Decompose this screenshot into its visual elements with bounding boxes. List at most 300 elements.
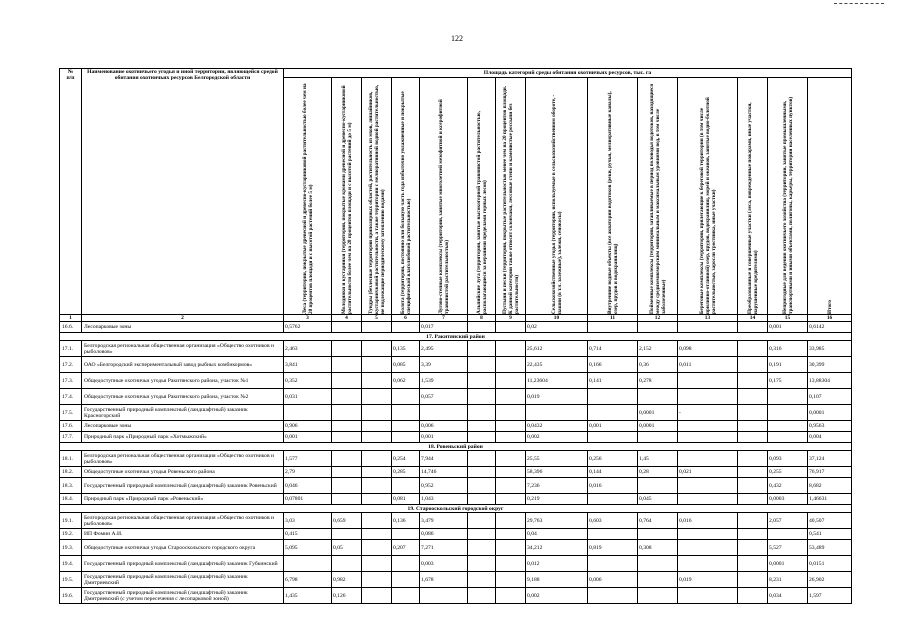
table-row [60,421,852,432]
row-value: 0,0001 [638,405,678,421]
row-value [468,357,496,373]
row-value: 0,062 [392,373,420,389]
row-value [638,529,678,540]
row-value: 0,031 [284,389,332,405]
row-number: 18.1. [60,451,82,467]
row-value [588,529,638,540]
row-value [678,451,738,467]
table-row [60,529,852,540]
row-value [392,432,420,443]
row-value: 2,463 [284,341,332,357]
row-value [496,373,526,389]
header-category [588,78,638,315]
row-value [468,341,496,357]
table-row [60,494,852,505]
header-category [468,78,496,315]
row-value: 2,79 [284,467,332,478]
row-number: 19.2. [60,529,82,540]
row-value: 1,577 [284,451,332,467]
row-value [678,529,738,540]
page-number: 122 [451,34,463,43]
row-value: 0,352 [284,373,332,389]
row-value [496,341,526,357]
table-row [60,556,852,572]
row-number: 19.3. [60,540,82,556]
row-value: 0,006 [588,572,638,588]
row-value [392,322,420,333]
column-number: 16 [808,315,852,322]
row-value: 0,28 [638,467,678,478]
row-value [468,513,496,529]
row-value [678,432,738,443]
row-value: 0,019 [678,572,738,588]
row-value: 0,093 [768,451,808,467]
row-value: 0,254 [392,451,420,467]
row-value: 0,126 [332,588,362,604]
row-value: 0,001 [420,432,468,443]
row-value [768,405,808,421]
table-row [60,467,852,478]
header-number: № п/п [60,69,82,315]
column-number: 14 [738,315,768,322]
row-value: 2,057 [768,513,808,529]
column-number: 1 [60,315,82,322]
row-value: 0,0151 [808,556,852,572]
row-value [738,357,768,373]
row-value [496,432,526,443]
row-value: 0,0432 [526,421,588,432]
row-value: 14,746 [420,467,468,478]
row-value [588,494,638,505]
header-category-label: Итого [826,300,833,314]
header-column-numbers [60,315,852,322]
row-value: 0,256 [588,451,638,467]
row-value: 0,175 [768,373,808,389]
row-value: 0,316 [768,341,808,357]
row-value: 0,6142 [808,322,852,333]
row-number: 18.2. [60,467,82,478]
row-value: 0,0001 [768,556,808,572]
row-value [638,588,678,604]
row-value [332,389,362,405]
header-category [678,78,738,315]
row-value: 0,166 [588,357,638,373]
section-row [60,333,852,341]
row-name: ОАО «Белгородский экспериментальный завод рыбных комбикормов» [82,357,284,373]
row-value [362,357,392,373]
row-value [496,389,526,405]
row-value [588,322,638,333]
table-row [60,373,852,389]
row-value [392,588,420,604]
row-value [468,572,496,588]
row-value [332,478,362,494]
row-value: 37,124 [808,451,852,467]
row-value [332,556,362,572]
row-value [496,513,526,529]
row-value [738,432,768,443]
row-value: 1,45 [638,451,678,467]
row-name: Общедоступные охотничьи угодья Старооскольского городского округа [82,540,284,556]
row-value: 40,507 [808,513,852,529]
row-value [468,373,496,389]
column-number: 4 [332,315,362,322]
row-number: 16.6. [60,322,82,333]
header-category [738,78,768,315]
table-row [60,322,852,333]
row-value [588,588,638,604]
row-value [638,478,678,494]
column-number: 7 [420,315,468,322]
row-value: 0,136 [392,513,420,529]
row-value: 0,952 [420,478,468,494]
row-name: Белгородская региональная общественная организация «Общество охотников и рыболовов» [82,513,284,529]
row-value [738,322,768,333]
row-value: 0,001 [768,322,808,333]
row-value [496,357,526,373]
row-value: 1,043 [420,494,468,505]
row-value: 0,5762 [284,322,332,333]
table-body [60,322,852,604]
row-value [496,556,526,572]
row-value [332,432,362,443]
row-value [468,588,496,604]
header-category-label: Пустыни и пески (территории, покрытые растительностью менее чем на 20 процентов площади. К данной категории также относят солончаки, лессовые степи и каменистые россыпи без растительности) [501,85,520,314]
row-value [362,513,392,529]
row-value [738,494,768,505]
column-number: 6 [392,315,420,322]
row-value [638,432,678,443]
row-value: 0,0003 [768,494,808,505]
row-value [362,572,392,588]
row-value [332,405,362,421]
row-name: Государственный природный комплексный (ландшафтный) заказник Дмитриевский [82,572,284,588]
table-row [60,432,852,443]
row-value: 5,527 [768,540,808,556]
row-value [362,322,392,333]
row-value [738,421,768,432]
row-value: 53,489 [808,540,852,556]
row-value: 13,88304 [808,373,852,389]
row-value: 11,23604 [526,373,588,389]
row-number: 19.5. [60,572,82,588]
header-category [420,78,468,315]
row-value: 0,05 [332,540,362,556]
row-value: 0,135 [392,341,420,357]
row-value [392,421,420,432]
row-value [332,357,362,373]
row-number: 17.2. [60,357,82,373]
row-value: 0,906 [284,421,332,432]
row-value: 1,539 [420,373,468,389]
row-number: 17.3. [60,373,82,389]
row-value [738,540,768,556]
header-category [496,78,526,315]
row-value: 0,04 [526,529,588,540]
row-value [468,421,496,432]
row-value [468,389,496,405]
row-value: 0,219 [526,494,588,505]
row-value [526,405,588,421]
row-value: 0,012 [526,556,588,572]
row-value: 0,081 [392,494,420,505]
row-value [468,322,496,333]
habitat-area-table [59,68,852,604]
row-value [468,432,496,443]
row-value [420,588,468,604]
header-category-label: Леса (территории, покрытые древесной и древесно-кустарниковой растительностью более чем на 20 процентов площади и с высотой растений более 5 м) [301,83,314,314]
row-value: 0,001 [588,421,638,432]
row-value: 2,495 [420,341,468,357]
row-value: 7,236 [526,478,588,494]
row-number: 17.6. [60,421,82,432]
header-category-label: Непригодные для ведения охотничьего хозяйства (территории, занятые промышленными, транспортными и иными объектами, полигоны, карьеры, территории населенных пунктов) [781,96,794,314]
row-value: 3,479 [420,513,468,529]
column-number: 5 [362,315,392,322]
row-value [738,513,768,529]
row-value [468,451,496,467]
row-value [678,373,738,389]
row-name: Государственный природный комплексный (ландшафтный) заказник Красногорский [82,405,284,421]
row-number: 17.1. [60,341,82,357]
row-value: 0,432 [768,478,808,494]
table-row [60,572,852,588]
row-value [332,373,362,389]
row-value [588,432,638,443]
row-value: 0,541 [808,529,852,540]
row-value [738,529,768,540]
row-value: 0,0001 [808,405,852,421]
row-value [678,588,738,604]
row-value: 0,006 [420,421,468,432]
row-value [496,467,526,478]
section-row [60,505,852,513]
row-value: 33,985 [808,341,852,357]
row-value [588,556,638,572]
row-value [738,389,768,405]
row-value [284,405,332,421]
row-value: 0,002 [526,432,588,443]
row-value [678,540,738,556]
row-value [362,341,392,357]
row-value [284,556,332,572]
header-category-label: Лугово-степные комплексы (территории, занятые многолетней мезофитной и ксерофитной травянистой растительностью) [437,99,450,314]
table-row [60,513,852,529]
row-value: 1,678 [420,572,468,588]
row-value: 0,098 [678,341,738,357]
row-value [496,572,526,588]
section-title: 17. Ракитянский район [60,333,852,341]
row-value: 6,798 [284,572,332,588]
row-value: 25,612 [526,341,588,357]
header-category-label: Сельскохозяйственные угодья (территории, используемые в сельскохозяйственном обороте, - пашни (в т.ч. залежные), залежи, сенокосы) [550,94,563,314]
row-value: 1,46631 [808,494,852,505]
row-value [768,389,808,405]
header-category [768,78,808,315]
row-value [332,421,362,432]
row-value [468,540,496,556]
row-value [468,529,496,540]
row-value: 0,144 [588,467,638,478]
row-value: 3,39 [420,357,468,373]
row-number: 19.1. [60,513,82,529]
top-edge-mark [834,3,884,5]
row-value [420,405,468,421]
table-row [60,341,852,357]
row-value [738,373,768,389]
row-value [392,529,420,540]
row-value [362,432,392,443]
row-value [468,556,496,572]
row-value: 7,944 [420,451,468,467]
row-value: 0,02 [526,322,588,333]
table-row [60,588,852,604]
row-value [496,405,526,421]
row-value [738,467,768,478]
row-value: 0,07801 [284,494,332,505]
row-value: 76,917 [808,467,852,478]
header-category [392,78,420,315]
row-value: 3,841 [284,357,332,373]
row-number: 17.4. [60,389,82,405]
row-value: 0,36 [638,357,678,373]
header-category-label: Пойменные комплексы (территории, затапливаемые в период половодья водотоков, находящиеся между средиземноморским минимальным и максимальным уровнями вод, в том числе заболоченные) [648,83,667,314]
row-number: 18.3. [60,478,82,494]
header-name: Наименование охотничьего угодья и иной территории, являющейся средой обитания охотничьих ресурсов Белгородской области [82,69,284,315]
row-value: 29,763 [526,513,588,529]
row-value [738,405,768,421]
row-value: 0,002 [526,588,588,604]
table-row [60,357,852,373]
row-value [738,556,768,572]
row-value [362,478,392,494]
row-value: 8,682 [808,478,852,494]
row-value: 1,435 [284,588,332,604]
row-value [362,467,392,478]
row-value: 0,057 [420,389,468,405]
table-row [60,478,852,494]
row-value: 0,021 [678,467,738,478]
row-value [678,494,738,505]
section-row [60,443,852,451]
row-value: 2,152 [638,341,678,357]
row-value: 0,308 [638,540,678,556]
row-value [468,478,496,494]
row-value [362,494,392,505]
row-value [332,341,362,357]
row-value [738,451,768,467]
header-category [808,78,852,315]
row-value: 3,03 [284,513,332,529]
column-number: 15 [768,315,808,322]
row-value [468,405,496,421]
row-value [678,389,738,405]
row-value [332,451,362,467]
row-value: 0,0001 [638,421,678,432]
header-category [284,78,332,315]
row-value [678,322,738,333]
row-value [362,451,392,467]
row-value: 0,046 [284,478,332,494]
row-name: Природный парк «Природный парк «Ровеньский» [82,494,284,505]
row-number: 17.5. [60,405,82,421]
row-name: Общедоступные охотничьи угодья Ракитянского района, участок №1 [82,373,284,389]
row-name: Государственный природный комплексный (ландшафтный) заказник Дмитриевский (с учетом пересечения с лесопарковой зоной) [82,588,284,604]
table-row [60,540,852,556]
row-value [362,373,392,389]
row-name: Белгородская региональная общественная организация «Общество охотников и рыболовов» [82,451,284,467]
row-value [638,556,678,572]
header-area: Площадь категорий среды обитания охотничьих ресурсов, тыс. га [284,69,852,78]
row-value [332,322,362,333]
row-value [768,432,808,443]
row-value [392,556,420,572]
row-value [638,572,678,588]
column-number: 3 [284,315,332,322]
row-value: 0,019 [526,389,588,405]
header-category-label: Береговые комплексы (территории, прилегающие к береговой территории (в том числе приливно-отливной) озер, прудов, водохранилищ, морей и океанов, занятые водно-болотной растительностью, заросли тростника, иные участки) [698,97,717,314]
row-value [588,405,638,421]
row-number: 19.4. [60,556,82,572]
row-value [678,556,738,572]
row-value [638,389,678,405]
row-value: 0,003 [420,556,468,572]
section-title: 18. Ровеньский район [60,443,852,451]
row-value: 0,415 [284,529,332,540]
row-name: Природный парк «Природный парк «Хотмыжский» [82,432,284,443]
row-value [332,529,362,540]
row-value: 0,819 [588,540,638,556]
row-name: Общедоступные охотничьи угодья Ровеньского района [82,467,284,478]
row-value: 22,435 [526,357,588,373]
row-value [332,467,362,478]
row-value [496,421,526,432]
row-value: 0,004 [808,432,852,443]
row-value: 0,011 [678,357,738,373]
section-title: 19. Старооскольский городской округ [60,505,852,513]
row-value [362,588,392,604]
table-row [60,389,852,405]
row-value [392,389,420,405]
row-value [496,451,526,467]
row-value [738,588,768,604]
row-value: 0,659 [332,513,362,529]
row-value: 0,034 [768,588,808,604]
row-value: 0,982 [332,572,362,588]
row-value: 0,001 [284,432,332,443]
row-value: 0,045 [638,494,678,505]
row-value [638,322,678,333]
row-value: 58,396 [526,467,588,478]
row-value: 8,231 [768,572,808,588]
row-value [332,494,362,505]
row-value: - [678,405,738,421]
row-value [362,529,392,540]
row-value: 34,212 [526,540,588,556]
row-value: 7,271 [420,540,468,556]
row-value: 9,188 [526,572,588,588]
row-value [362,405,392,421]
row-value [496,494,526,505]
header-category [362,78,392,315]
header-category-label: Тундры (безлесные территории приполярных областей, растительность из мхов, лишайников, кустарничковой растительности, а также территории с мелиоративной водной растительностью, не подлежащие периодическому затоплению водами) [367,84,386,314]
header-category [526,78,588,315]
row-value [392,405,420,421]
row-value [468,467,496,478]
row-value: 1,597 [808,588,852,604]
row-value: 0,285 [392,467,420,478]
row-value [362,421,392,432]
